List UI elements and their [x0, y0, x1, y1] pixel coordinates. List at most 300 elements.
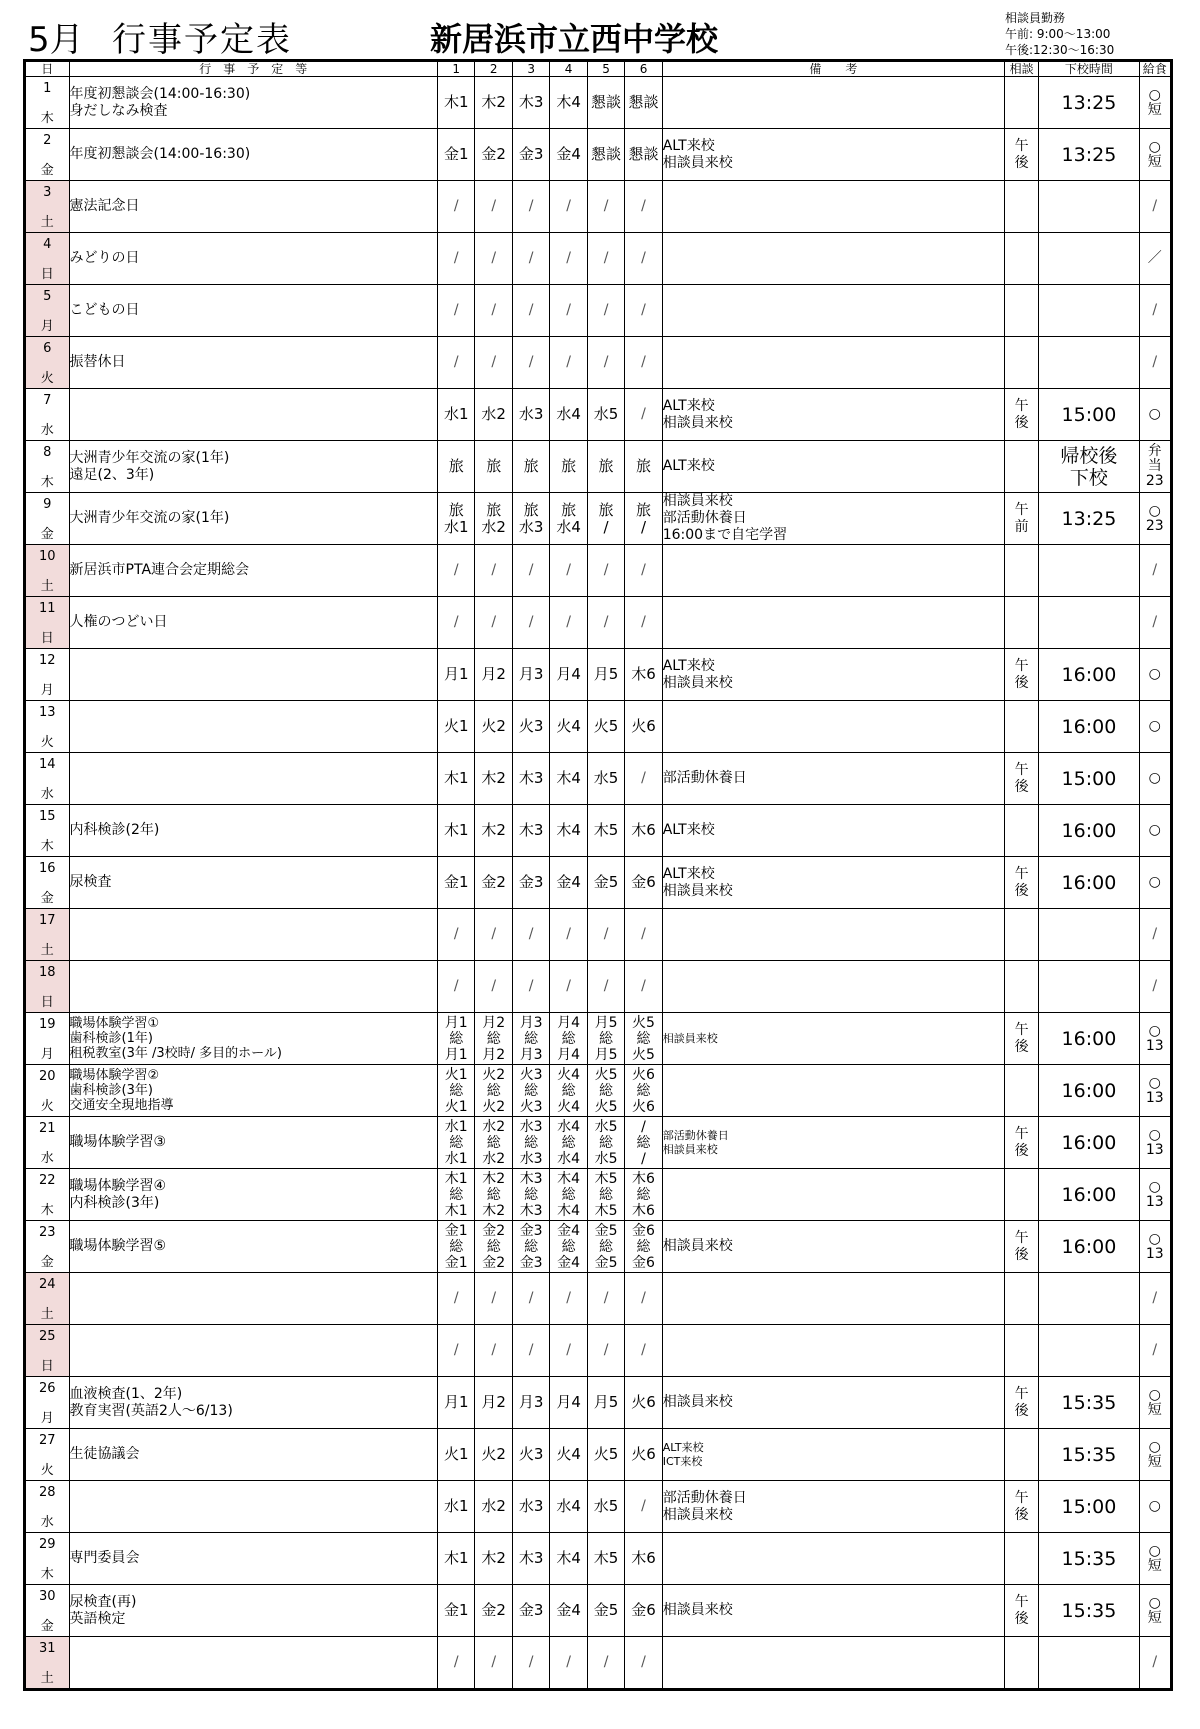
lunch-cell: ○ [1139, 649, 1171, 701]
col-remarks: 備 考 [662, 61, 1004, 77]
period-5-cell: / [587, 1273, 624, 1325]
weekday: 土 [40, 1671, 54, 1686]
period-5-cell: / [587, 545, 624, 597]
period-3-cell: 水3 [512, 1481, 549, 1533]
lunch-cell: ○ 13 [1139, 1221, 1171, 1273]
period-1-cell: 月1 総 月1 [438, 1013, 475, 1065]
day-number: 23 [38, 1225, 56, 1240]
weekday: 水 [40, 1151, 54, 1166]
dismissal-time-cell: 15:35 [1039, 1429, 1139, 1481]
period-3-cell: / [512, 961, 549, 1013]
period-6-cell: / [625, 233, 662, 285]
event-cell [69, 1273, 437, 1325]
remarks-cell: ALT来校 相談員来校 [662, 649, 1004, 701]
lunch-cell: ／ [1139, 233, 1171, 285]
day-cell [25, 753, 70, 805]
col-period-3: 3 [512, 61, 549, 77]
day-number: 3 [43, 185, 52, 200]
period-3-cell: / [512, 1637, 549, 1690]
table-row [25, 909, 1172, 961]
period-6-cell: 火6 [625, 1429, 662, 1481]
dismissal-time-cell: 16:00 [1039, 1169, 1139, 1221]
period-5-cell: 金5 [587, 857, 624, 909]
day-cell [25, 129, 70, 181]
day-number: 26 [38, 1381, 56, 1396]
day-number: 8 [43, 445, 52, 460]
day-cell [25, 1585, 70, 1637]
table-row [25, 1221, 1172, 1273]
period-2-cell: 水2 総 水2 [475, 1117, 512, 1169]
lunch-cell: ○ [1139, 389, 1171, 441]
col-counsel: 相談 [1004, 61, 1038, 77]
event-cell [69, 753, 437, 805]
weekday: 火 [40, 1099, 54, 1114]
period-2-cell: / [475, 181, 512, 233]
period-2-cell: 旅 水2 [475, 493, 512, 545]
period-6-cell: / [625, 181, 662, 233]
day-cell [25, 1221, 70, 1273]
event-cell: 新居浜市PTA連合会定期総会 [69, 545, 437, 597]
col-events: 行 事 予 定 等 [69, 61, 437, 77]
day-number: 18 [38, 965, 56, 980]
weekday: 月 [40, 1411, 54, 1426]
period-1-cell: 火1 [438, 1429, 475, 1481]
counsel-cell: 午 後 [1004, 649, 1038, 701]
remarks-cell: ALT来校 相談員来校 [662, 129, 1004, 181]
lunch-cell: ○ 13 [1139, 1169, 1171, 1221]
period-2-cell: 木2 [475, 77, 512, 129]
counsel-cell: 午 後 [1004, 1013, 1038, 1065]
period-3-cell: 旅 水3 [512, 493, 549, 545]
period-5-cell: 水5 [587, 389, 624, 441]
event-cell: 尿検査 [69, 857, 437, 909]
lunch-cell: ○ 短 [1139, 77, 1171, 129]
event-cell: 大洲青少年交流の家(1年) [69, 493, 437, 545]
period-4-cell: / [550, 545, 587, 597]
day-cell [25, 441, 70, 493]
remarks-cell: 相談員来校 部活動休養日 16:00まで自宅学習 [662, 493, 1004, 545]
period-1-cell: 木1 [438, 805, 475, 857]
period-6-cell: 懇談 [625, 77, 662, 129]
event-cell: 職場体験学習⑤ [69, 1221, 437, 1273]
period-4-cell: 水4 [550, 1481, 587, 1533]
period-5-cell: / [587, 597, 624, 649]
remarks-cell [662, 909, 1004, 961]
period-2-cell: / [475, 1325, 512, 1377]
period-6-cell: / [625, 961, 662, 1013]
weekday: 土 [40, 943, 54, 958]
col-period-5: 5 [587, 61, 624, 77]
period-1-cell: 金1 [438, 129, 475, 181]
period-2-cell: 金2 [475, 129, 512, 181]
weekday: 土 [40, 215, 54, 230]
day-cell [25, 493, 70, 545]
period-1-cell: 水1 [438, 389, 475, 441]
table-row [25, 285, 1172, 337]
remarks-cell [662, 337, 1004, 389]
dismissal-time-cell [1039, 337, 1139, 389]
period-2-cell: 月2 [475, 1377, 512, 1429]
period-3-cell: / [512, 1273, 549, 1325]
remarks-cell: 部活動休養日 相談員来校 [662, 1481, 1004, 1533]
dismissal-time-cell: 16:00 [1039, 857, 1139, 909]
period-3-cell: 金3 総 金3 [512, 1221, 549, 1273]
weekday: 土 [40, 1307, 54, 1322]
remarks-cell: 相談員来校 [662, 1221, 1004, 1273]
period-5-cell: 月5 総 月5 [587, 1013, 624, 1065]
dismissal-time-cell [1039, 909, 1139, 961]
period-6-cell: / [625, 545, 662, 597]
counsel-cell [1004, 701, 1038, 753]
table-row [25, 441, 1172, 493]
period-3-cell: 火3 総 火3 [512, 1065, 549, 1117]
col-period-4: 4 [550, 61, 587, 77]
period-4-cell: / [550, 909, 587, 961]
event-cell [69, 1637, 437, 1690]
dismissal-time-cell: 16:00 [1039, 1013, 1139, 1065]
table-row [25, 1117, 1172, 1169]
dismissal-time-cell [1039, 285, 1139, 337]
counsel-cell [1004, 77, 1038, 129]
lunch-cell: ○ [1139, 753, 1171, 805]
day-cell [25, 1117, 70, 1169]
period-4-cell: / [550, 1273, 587, 1325]
dismissal-time-cell: 15:00 [1039, 1481, 1139, 1533]
weekday: 月 [40, 319, 54, 334]
table-row [25, 389, 1172, 441]
col-day: 日 [25, 61, 70, 77]
period-3-cell: / [512, 233, 549, 285]
remarks-cell [662, 961, 1004, 1013]
dismissal-time-cell: 16:00 [1039, 805, 1139, 857]
period-3-cell: / [512, 597, 549, 649]
lunch-cell: ○ [1139, 1481, 1171, 1533]
period-2-cell: 金2 [475, 857, 512, 909]
period-3-cell: / [512, 1325, 549, 1377]
lunch-cell: / [1139, 961, 1171, 1013]
day-cell [25, 1637, 70, 1690]
period-6-cell: 木6 [625, 1533, 662, 1585]
period-1-cell: 金1 総 金1 [438, 1221, 475, 1273]
event-cell: こどもの日 [69, 285, 437, 337]
counsel-cell [1004, 441, 1038, 493]
period-4-cell: 木4 [550, 1533, 587, 1585]
dismissal-time-cell: 15:00 [1039, 389, 1139, 441]
period-1-cell: / [438, 545, 475, 597]
event-cell: 年度初懇談会(14:00-16:30) 身だしなみ検査 [69, 77, 437, 129]
day-cell [25, 1325, 70, 1377]
day-number: 24 [38, 1277, 56, 1292]
table-row [25, 1065, 1172, 1117]
period-3-cell: / [512, 337, 549, 389]
counsel-cell [1004, 1169, 1038, 1221]
dismissal-time-cell [1039, 597, 1139, 649]
period-2-cell: 水2 [475, 389, 512, 441]
period-4-cell: 金4 [550, 857, 587, 909]
event-cell: 生徒協議会 [69, 1429, 437, 1481]
period-1-cell: 月1 [438, 1377, 475, 1429]
period-1-cell: / [438, 337, 475, 389]
remarks-cell [662, 77, 1004, 129]
counsel-cell: 午 後 [1004, 1221, 1038, 1273]
period-4-cell: 木4 [550, 753, 587, 805]
day-number: 4 [43, 237, 52, 252]
remarks-cell [662, 1637, 1004, 1690]
period-1-cell: / [438, 597, 475, 649]
period-1-cell: 木1 [438, 77, 475, 129]
period-6-cell: / [625, 753, 662, 805]
remarks-cell [662, 1169, 1004, 1221]
period-5-cell: 木5 [587, 805, 624, 857]
period-1-cell: 金1 [438, 857, 475, 909]
period-4-cell: 水4 [550, 389, 587, 441]
period-6-cell: / [625, 285, 662, 337]
period-6-cell: 金6 [625, 1585, 662, 1637]
period-6-cell: / [625, 909, 662, 961]
period-2-cell: 金2 [475, 1585, 512, 1637]
period-1-cell: / [438, 1273, 475, 1325]
day-cell [25, 649, 70, 701]
dismissal-time-cell: 13:25 [1039, 493, 1139, 545]
period-4-cell: 火4 [550, 701, 587, 753]
day-number: 10 [38, 549, 56, 564]
period-4-cell: 木4 [550, 805, 587, 857]
day-cell [25, 1377, 70, 1429]
counsel-cell: 午 後 [1004, 753, 1038, 805]
weekday: 金 [40, 1619, 54, 1634]
period-6-cell: 火6 [625, 701, 662, 753]
weekday: 木 [40, 839, 54, 854]
period-4-cell: / [550, 233, 587, 285]
period-6-cell: / 総 / [625, 1117, 662, 1169]
counselor-title: 相談員勤務 [1005, 11, 1066, 25]
event-cell: 人権のつどい日 [69, 597, 437, 649]
counsel-cell [1004, 545, 1038, 597]
day-cell [25, 285, 70, 337]
period-5-cell: / [587, 1325, 624, 1377]
lunch-cell: / [1139, 181, 1171, 233]
weekday: 木 [40, 475, 54, 490]
period-4-cell: 金4 [550, 1585, 587, 1637]
dismissal-time-cell: 13:25 [1039, 129, 1139, 181]
counsel-cell [1004, 181, 1038, 233]
period-6-cell: 火5 総 火5 [625, 1013, 662, 1065]
lunch-cell: ○ 短 [1139, 129, 1171, 181]
day-number: 11 [38, 601, 56, 616]
period-2-cell: 火2 総 火2 [475, 1065, 512, 1117]
table-row [25, 961, 1172, 1013]
period-5-cell: 火5 [587, 1429, 624, 1481]
dismissal-time-cell: 16:00 [1039, 1221, 1139, 1273]
day-cell [25, 961, 70, 1013]
table-row [25, 545, 1172, 597]
dismissal-time-cell: 16:00 [1039, 1117, 1139, 1169]
day-number: 16 [38, 861, 56, 876]
period-5-cell: 旅 / [587, 493, 624, 545]
table-row [25, 1377, 1172, 1429]
remarks-cell: 相談員来校 [662, 1585, 1004, 1637]
counselor-hours [1005, 10, 1114, 58]
weekday: 金 [40, 163, 54, 178]
table-row [25, 1585, 1172, 1637]
day-number: 29 [38, 1537, 56, 1552]
counsel-cell [1004, 961, 1038, 1013]
period-5-cell: 木5 総 木5 [587, 1169, 624, 1221]
remarks-cell: ALT来校 [662, 805, 1004, 857]
col-period-2: 2 [475, 61, 512, 77]
period-4-cell: / [550, 1325, 587, 1377]
lunch-cell: ○ 短 [1139, 1429, 1171, 1481]
day-number: 19 [38, 1017, 56, 1032]
period-1-cell: / [438, 909, 475, 961]
period-2-cell: / [475, 961, 512, 1013]
counsel-cell [1004, 337, 1038, 389]
dismissal-time-cell [1039, 545, 1139, 597]
counsel-cell [1004, 1429, 1038, 1481]
period-3-cell: 木3 [512, 77, 549, 129]
lunch-cell: ○ [1139, 805, 1171, 857]
period-4-cell: 旅 [550, 441, 587, 493]
period-4-cell: 月4 [550, 1377, 587, 1429]
period-6-cell: 火6 総 火6 [625, 1065, 662, 1117]
weekday: 金 [40, 1255, 54, 1270]
period-3-cell: 火3 [512, 701, 549, 753]
day-number: 6 [43, 341, 52, 356]
remarks-cell [662, 1533, 1004, 1585]
event-cell: 職場体験学習① 歯科検診(1年) 租税教室(3年 /3校時/ 多目的ホール) [69, 1013, 437, 1065]
counsel-cell [1004, 909, 1038, 961]
dismissal-time-cell: 15:35 [1039, 1377, 1139, 1429]
day-cell [25, 233, 70, 285]
period-2-cell: / [475, 337, 512, 389]
period-1-cell: / [438, 961, 475, 1013]
period-3-cell: / [512, 181, 549, 233]
period-5-cell: 懇談 [587, 77, 624, 129]
lunch-cell: ○ 23 [1139, 493, 1171, 545]
day-cell [25, 337, 70, 389]
period-6-cell: 木6 [625, 649, 662, 701]
table-row [25, 805, 1172, 857]
period-1-cell: 水1 [438, 1481, 475, 1533]
period-5-cell: 懇談 [587, 129, 624, 181]
lunch-cell: / [1139, 909, 1171, 961]
lunch-cell: / [1139, 285, 1171, 337]
table-row [25, 1637, 1172, 1690]
period-3-cell: 旅 [512, 441, 549, 493]
table-row [25, 1429, 1172, 1481]
period-5-cell: 水5 [587, 753, 624, 805]
table-row [25, 233, 1172, 285]
lunch-cell: ○ 13 [1139, 1117, 1171, 1169]
period-1-cell: / [438, 233, 475, 285]
event-cell [69, 701, 437, 753]
period-3-cell: 金3 [512, 1585, 549, 1637]
weekday: 火 [40, 371, 54, 386]
period-6-cell: / [625, 389, 662, 441]
day-cell [25, 1481, 70, 1533]
period-2-cell: 火2 [475, 1429, 512, 1481]
period-6-cell: / [625, 1481, 662, 1533]
day-number: 17 [38, 913, 56, 928]
period-5-cell: / [587, 961, 624, 1013]
lunch-cell: / [1139, 1637, 1171, 1690]
dismissal-time-cell: 16:00 [1039, 649, 1139, 701]
period-6-cell: 木6 総 木6 [625, 1169, 662, 1221]
weekday: 木 [40, 1567, 54, 1582]
period-6-cell: / [625, 1637, 662, 1690]
day-cell [25, 857, 70, 909]
period-5-cell: / [587, 337, 624, 389]
day-number: 25 [38, 1329, 56, 1344]
period-1-cell: 火1 総 火1 [438, 1065, 475, 1117]
day-cell [25, 181, 70, 233]
period-2-cell: 金2 総 金2 [475, 1221, 512, 1273]
dismissal-time-cell [1039, 1325, 1139, 1377]
day-number: 15 [38, 809, 56, 824]
period-1-cell: / [438, 1637, 475, 1690]
day-cell [25, 545, 70, 597]
day-number: 30 [38, 1589, 56, 1604]
period-2-cell: 木2 [475, 1533, 512, 1585]
remarks-cell: 相談員来校 [662, 1013, 1004, 1065]
dismissal-time-cell: 帰校後 下校 [1039, 441, 1139, 493]
col-period-6: 6 [625, 61, 662, 77]
period-6-cell: 木6 [625, 805, 662, 857]
table-row [25, 701, 1172, 753]
event-cell: 尿検査(再) 英語検定 [69, 1585, 437, 1637]
remarks-cell: 部活動休養日 相談員来校 [662, 1117, 1004, 1169]
weekday: 月 [40, 1047, 54, 1062]
period-5-cell: 月5 [587, 649, 624, 701]
weekday: 水 [40, 1515, 54, 1530]
remarks-cell: ALT来校 [662, 441, 1004, 493]
period-4-cell: 旅 水4 [550, 493, 587, 545]
day-number: 7 [43, 393, 52, 408]
period-4-cell: / [550, 1637, 587, 1690]
table-row [25, 1169, 1172, 1221]
table-row [25, 753, 1172, 805]
table-row [25, 181, 1172, 233]
table-row [25, 649, 1172, 701]
day-number: 22 [38, 1173, 56, 1188]
remarks-cell [662, 1065, 1004, 1117]
event-cell: 内科検診(2年) [69, 805, 437, 857]
period-3-cell: / [512, 909, 549, 961]
lunch-cell: / [1139, 1273, 1171, 1325]
day-cell [25, 909, 70, 961]
period-2-cell: / [475, 1273, 512, 1325]
lunch-cell: / [1139, 1325, 1171, 1377]
weekday: 日 [40, 1359, 54, 1374]
day-cell [25, 1533, 70, 1585]
period-3-cell: 木3 総 木3 [512, 1169, 549, 1221]
day-cell [25, 1273, 70, 1325]
weekday: 木 [40, 111, 54, 126]
period-6-cell: / [625, 1273, 662, 1325]
counsel-cell [1004, 1065, 1038, 1117]
dismissal-time-cell [1039, 181, 1139, 233]
page-title: 行事予定表 [112, 20, 292, 60]
day-number: 14 [38, 757, 56, 772]
remarks-cell [662, 1325, 1004, 1377]
period-6-cell: / [625, 1325, 662, 1377]
dismissal-time-cell: 15:35 [1039, 1533, 1139, 1585]
period-1-cell: 木1 [438, 753, 475, 805]
period-5-cell: 木5 [587, 1533, 624, 1585]
period-6-cell: 旅 [625, 441, 662, 493]
lunch-cell: ○ 13 [1139, 1013, 1171, 1065]
event-cell: 職場体験学習③ [69, 1117, 437, 1169]
